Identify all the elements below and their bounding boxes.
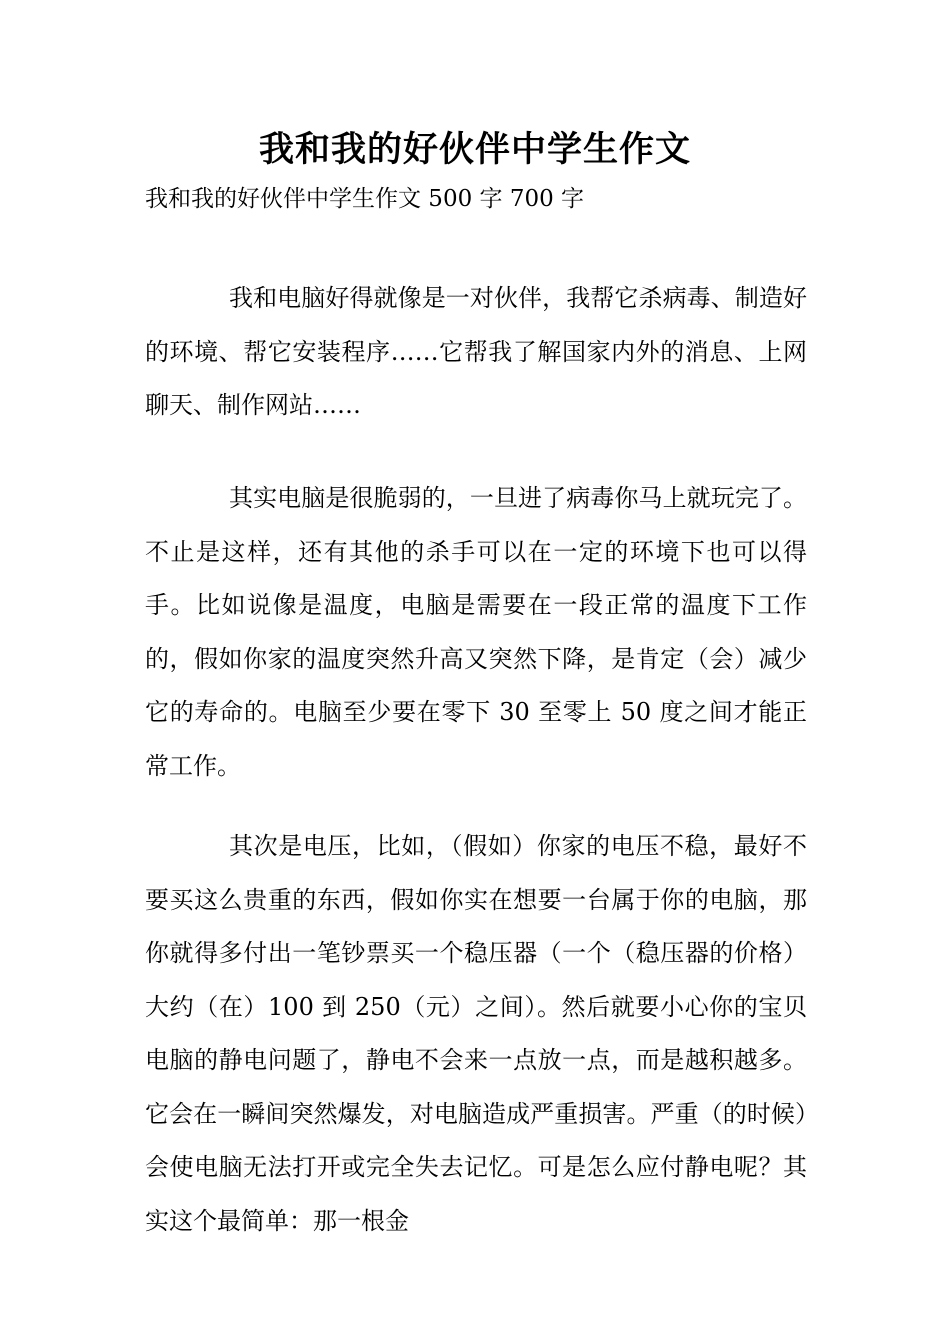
document-title: 我和我的好伙伴中学生作文: [258, 129, 691, 170]
paragraph-3: 其次是电压，比如，（假如）你家的电压不稳，最好不要买这么贵重的东西，假如你实在想要一台属于你的电脑，那你就得多付出一笔钞票买一个稳压器（一个（稳压器的价格）大约（在）100 到 250（元）之间）。然后就要小心你的宝贝电脑的静电问题了，静电不会来一点放一点，而是越积越多。它会在一瞬间突然爆发，对电脑造成严重损害。严重（的时候）会使电脑无法打开或完全失去记忆。可是怎么应付静电呢？其实这个最简单：那一根金: [145, 832, 807, 1235]
paragraph-1: 我和电脑好得就像是一对伙伴，我帮它杀病毒、制造好的环境、帮它安装程序……它帮我了解国家内外的消息、上网聊天、制作网站……: [145, 284, 807, 419]
document-subtitle: 我和我的好伙伴中学生作文 500 字 700 字: [145, 186, 585, 212]
paragraph-2: 其实电脑是很脆弱的，一旦进了病毒你马上就玩完了。不止是这样，还有其他的杀手可以在一定的环境下也可以得手。比如说像是温度，电脑是需要在一段正常的温度下工作的，假如你家的温度突然升高又突然下降，是肯定（会）减少它的寿命的。电脑至少要在零下 30 至零上 50 度之间才能正常工作。: [145, 484, 807, 780]
